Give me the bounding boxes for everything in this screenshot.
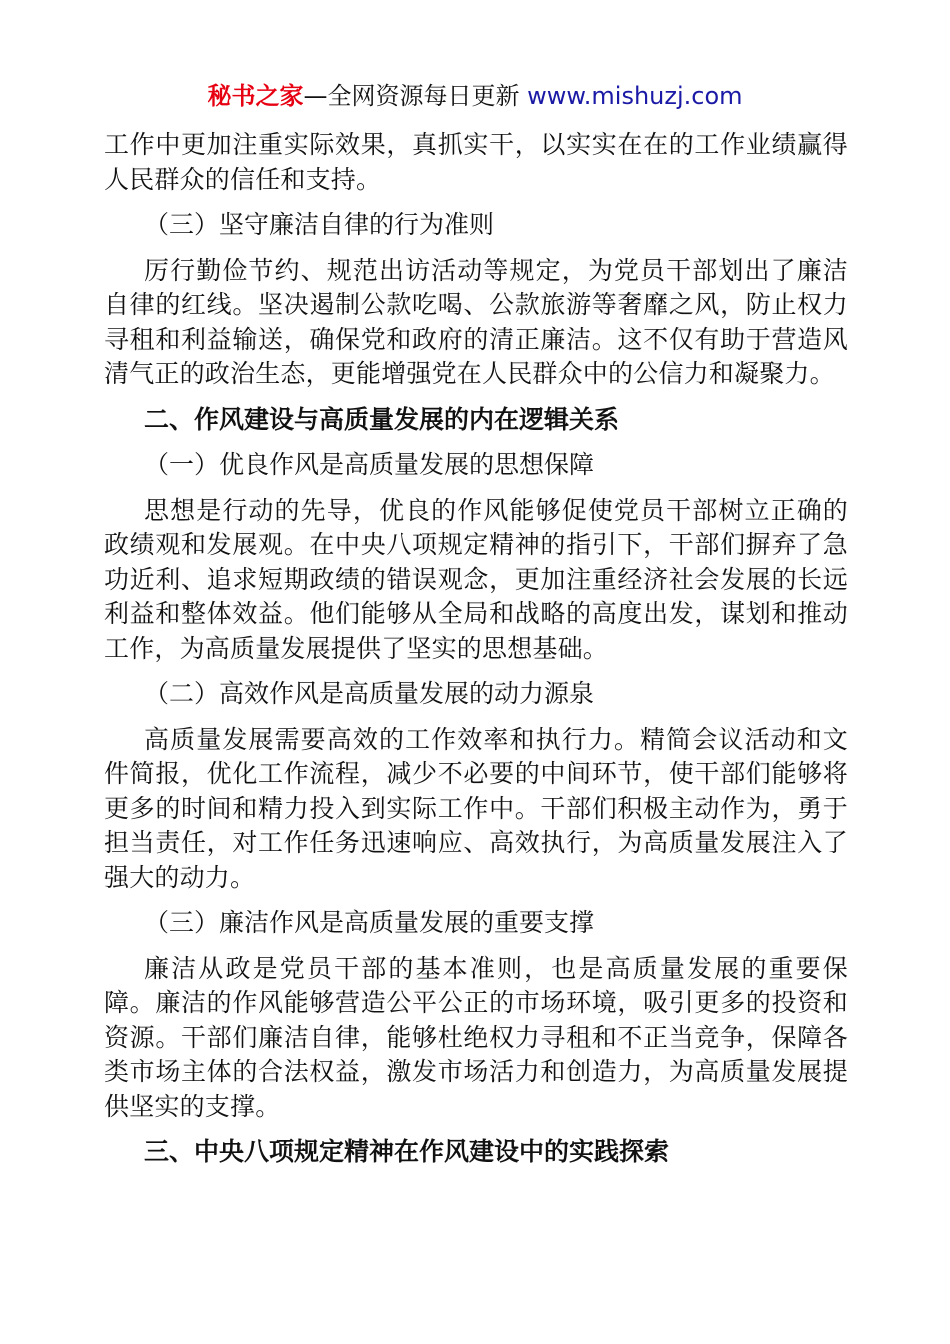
page-header — [0, 78, 950, 114]
paragraph-continuation: 工作中更加注重实际效果，真抓实干，以实实在在的工作业绩赢得人民群众的信任和支持。 — [104, 130, 848, 194]
site-tagline: —全网资源每日更新 — [303, 82, 528, 110]
subheading-2-2: （二）高效作风是高质量发展的动力源泉 — [144, 679, 595, 708]
section-heading-3: 三、中央八项规定精神在作风建设中的实践探索 — [144, 1137, 670, 1166]
subheading-2-3: （三）廉洁作风是高质量发展的重要支撑 — [144, 908, 595, 937]
paragraph-2-3: 廉洁从政是党员干部的基本准则，也是高质量发展的重要保障。廉洁的作风能够营造公平公正的市场环境，吸引更多的投资和资源。干部们廉洁自律，能够杜绝权力寻租和不正当竞争，保障各类市场主体的合法权益，激发市场活力和创造力，为高质量发展提供坚实的支撑。 — [104, 953, 848, 1121]
site-brand: 秘书之家 — [207, 82, 304, 110]
subheading-1-3: （三）坚守廉洁自律的行为准则 — [144, 210, 495, 239]
document-body — [104, 128, 848, 1181]
site-url-link[interactable]: www.mishuzj.com — [527, 82, 743, 110]
paragraph-1-3: 厉行勤俭节约、规范出访活动等规定，为党员干部划出了廉洁自律的红线。坚决遏制公款吃喝、公款旅游等奢靡之风，防止权力寻租和利益输送，确保党和政府的清正廉洁。这不仅有助于营造风清气正的政治生态，更能增强党在人民群众中的公信力和凝聚力。 — [104, 255, 848, 388]
subheading-2-1: （一）优良作风是高质量发展的思想保障 — [144, 450, 595, 479]
paragraph-2-2: 高质量发展需要高效的工作效率和执行力。精简会议活动和文件简报，优化工作流程，减少不必要的中间环节，使干部们能够将更多的时间和精力投入到实际工作中。干部们积极主动作为，勇于担当责任，对工作任务迅速响应、高效执行，为高质量发展注入了强大的动力。 — [104, 724, 848, 892]
section-heading-2: 二、作风建设与高质量发展的内在逻辑关系 — [144, 404, 620, 434]
paragraph-2-1: 思想是行动的先导，优良的作风能够促使党员干部树立正确的政绩观和发展观。在中央八项规定精神的指引下，干部们摒弃了急功近利、追求短期政绩的错误观念，更加注重经济社会发展的长远利益和整体效益。他们能够从全局和战略的高度出发，谋划和推动工作，为高质量发展提供了坚实的思想基础。 — [104, 495, 848, 663]
